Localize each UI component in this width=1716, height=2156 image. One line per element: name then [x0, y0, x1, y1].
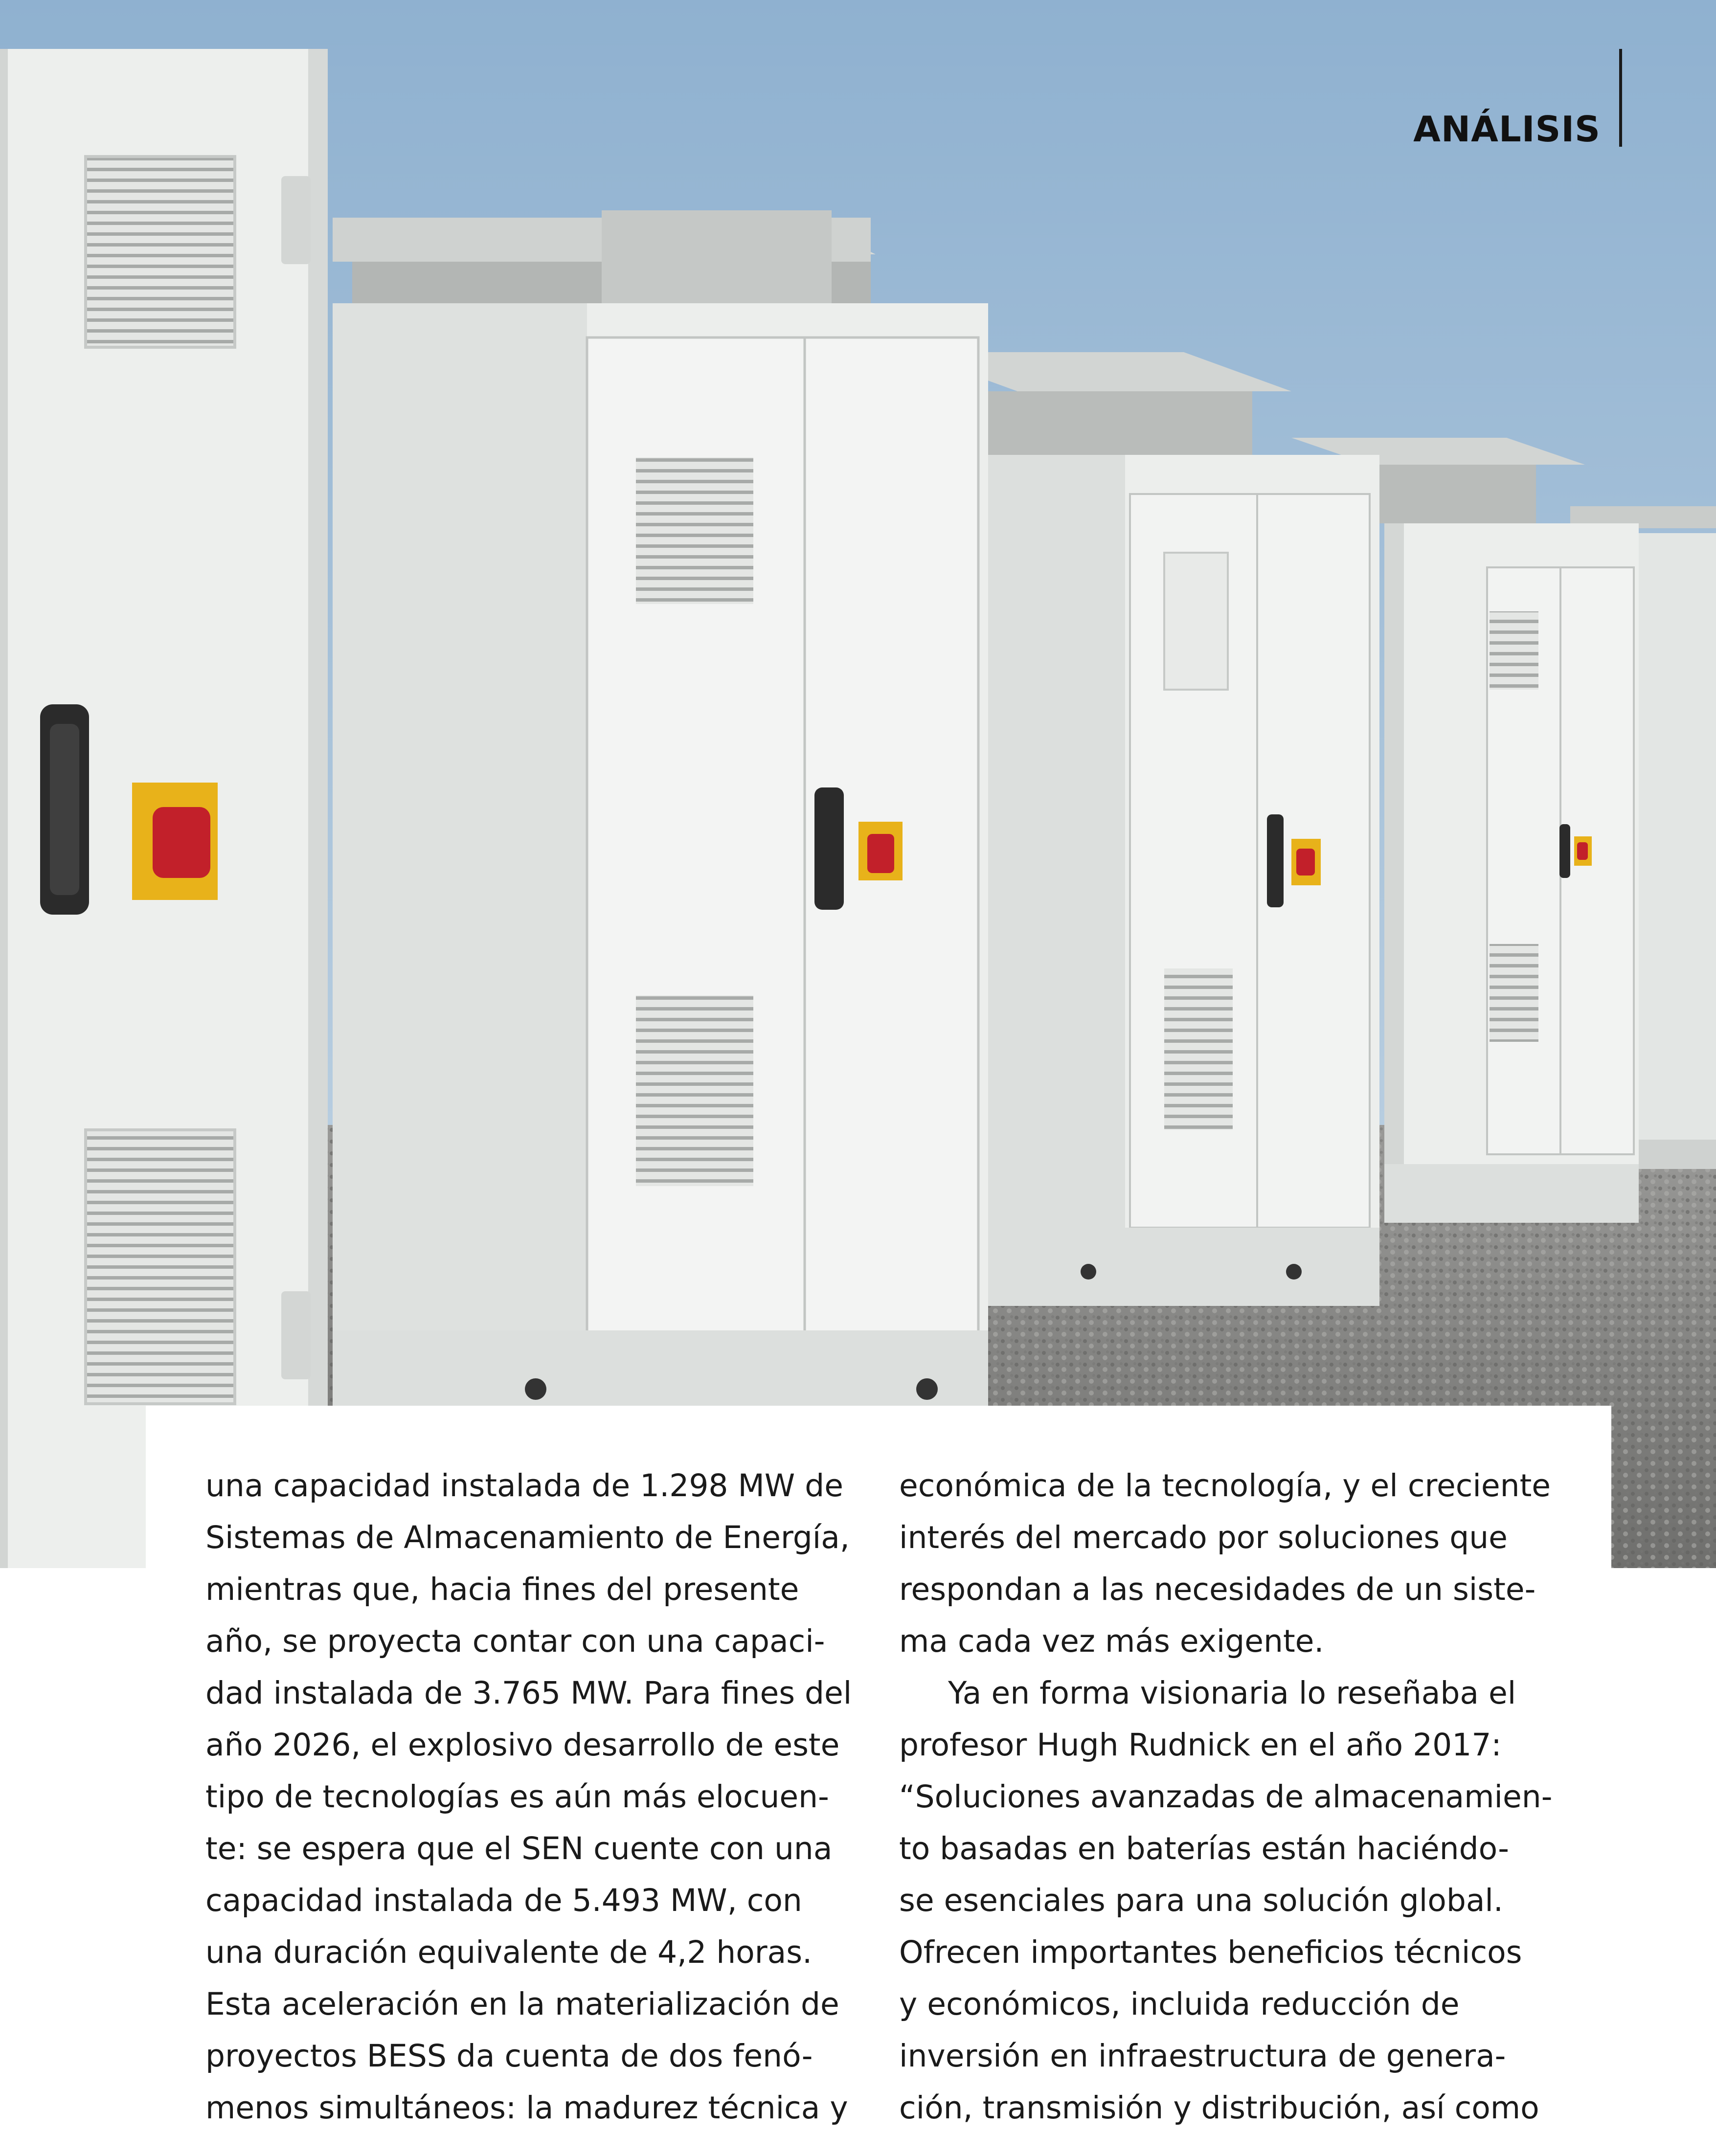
- text-line: respondan a las necesidades de un siste-: [899, 1572, 1536, 1607]
- text-line: te: se espera que el SEN cuente con una: [205, 1831, 833, 1866]
- text-line: dad instalada de 3.765 MW. Para fines del: [205, 1675, 852, 1711]
- article-left-column: [205, 1460, 852, 2134]
- text-line: Sistemas de Almacenamiento de Energía,: [205, 1520, 850, 1555]
- text-line: año 2026, el explosivo desarrollo de este: [205, 1727, 840, 1763]
- section-divider-rule: [1619, 49, 1622, 147]
- article-right-column: [899, 1460, 1553, 2134]
- quote-line: se esenciales para una solución global.: [899, 1883, 1503, 1918]
- text-line: mientras que, hacia fines del presente: [205, 1572, 799, 1607]
- text-line: ma cada vez más exigente.: [899, 1623, 1324, 1659]
- text-line: interés del mercado por soluciones que: [899, 1520, 1508, 1555]
- quote-line: to basadas en baterías están haciéndo-: [899, 1831, 1510, 1866]
- text-line: económica de la tecnología, y el creciente: [899, 1468, 1551, 1504]
- text-line: tipo de tecnologías es aún más elocuen-: [205, 1779, 829, 1815]
- quote-line: inversión en infraestructura de genera-: [899, 2038, 1506, 2074]
- quote-line: Ofrecen importantes beneficios técnicos: [899, 1934, 1522, 1970]
- paragraph-start-line: Ya en forma visionaria lo reseñaba el: [948, 1675, 1516, 1711]
- text-line: profesor Hugh Rudnick en el año 2017:: [899, 1727, 1502, 1763]
- text-line: capacidad instalada de 5.493 MW, con: [205, 1883, 802, 1918]
- text-line: una duración equivalente de 4,2 horas.: [205, 1934, 813, 1970]
- section-label: ANÁLISIS: [1413, 109, 1601, 150]
- text-line: año, se proyecta contar con una capaci-: [205, 1623, 825, 1659]
- text-line: menos simultáneos: la madurez técnica y: [205, 2090, 848, 2126]
- quote-line: “Soluciones avanzadas de almacenamien-: [899, 1779, 1553, 1815]
- text-line: una capacidad instalada de 1.298 MW de: [205, 1468, 843, 1504]
- quote-line: y económicos, incluida reducción de: [899, 1986, 1460, 2022]
- text-line: Esta aceleración en la materialización de: [205, 1986, 839, 2022]
- quote-line: ción, transmisión y distribución, así como: [899, 2090, 1539, 2126]
- text-line: proyectos BESS da cuenta de dos fenó-: [205, 2038, 813, 2074]
